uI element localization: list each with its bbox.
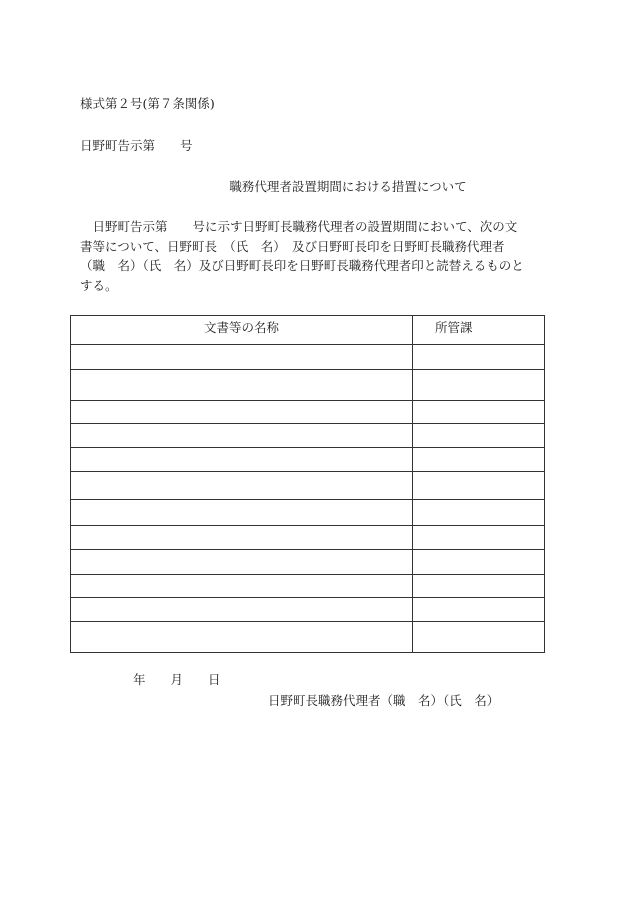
department-cell xyxy=(413,622,545,653)
table-row xyxy=(71,622,545,653)
header-document-name: 文書等の名称 xyxy=(71,316,413,345)
document-name-cell xyxy=(71,345,413,370)
body-line: する。 xyxy=(80,277,118,293)
department-cell xyxy=(413,345,545,370)
document-name-cell xyxy=(71,424,413,448)
department-cell xyxy=(413,472,545,500)
table-row xyxy=(71,345,545,370)
table-body xyxy=(71,345,545,653)
date-line: 年 月 日 xyxy=(133,672,221,687)
table-row xyxy=(71,526,545,550)
department-cell xyxy=(413,575,545,598)
body-line: （職 名）（氏 名）及び日野町長印を日野町長職務代理者印と読替えるものと xyxy=(80,258,524,273)
document-name-cell xyxy=(71,472,413,500)
document-name-cell xyxy=(71,575,413,598)
notice-number: 日野町告示第 号 xyxy=(80,138,193,153)
table-row xyxy=(71,448,545,472)
table-row xyxy=(71,500,545,526)
body-line: 日野町告示第 号に示す日野町長職務代理者の設置期間において、次の文 xyxy=(80,219,518,234)
department-cell xyxy=(413,424,545,448)
table-row xyxy=(71,424,545,448)
department-cell xyxy=(413,598,545,622)
table-row xyxy=(71,598,545,622)
document-name-cell xyxy=(71,598,413,622)
department-cell xyxy=(413,370,545,401)
body-line: 書等について、日野町長 （氏 名） 及び日野町長印を日野町長職務代理者 xyxy=(80,238,505,254)
table-row xyxy=(71,575,545,598)
table-row xyxy=(71,550,545,575)
document-name-cell xyxy=(71,550,413,575)
document-title: 職務代理者設置期間における措置について xyxy=(229,179,467,194)
document-name-cell xyxy=(71,500,413,526)
form-number: 様式第２号(第７条関係) xyxy=(80,96,215,111)
document-name-cell xyxy=(71,622,413,653)
department-cell xyxy=(413,401,545,424)
document-name-cell xyxy=(71,401,413,424)
header-department: 所管課 xyxy=(413,316,545,345)
document-name-cell xyxy=(71,526,413,550)
document-title-wrapper xyxy=(0,179,630,195)
document-name-cell xyxy=(71,448,413,472)
table-row xyxy=(71,472,545,500)
document-name-cell xyxy=(71,370,413,401)
department-cell xyxy=(413,500,545,526)
department-cell xyxy=(413,550,545,575)
signer-line: 日野町長職務代理者（職 名）（氏 名） xyxy=(268,693,500,708)
document-table xyxy=(70,315,545,653)
table-row xyxy=(71,401,545,424)
table-row xyxy=(71,370,545,401)
table-header-row xyxy=(71,316,545,345)
department-cell xyxy=(413,526,545,550)
department-cell xyxy=(413,448,545,472)
body-paragraph xyxy=(80,217,552,295)
